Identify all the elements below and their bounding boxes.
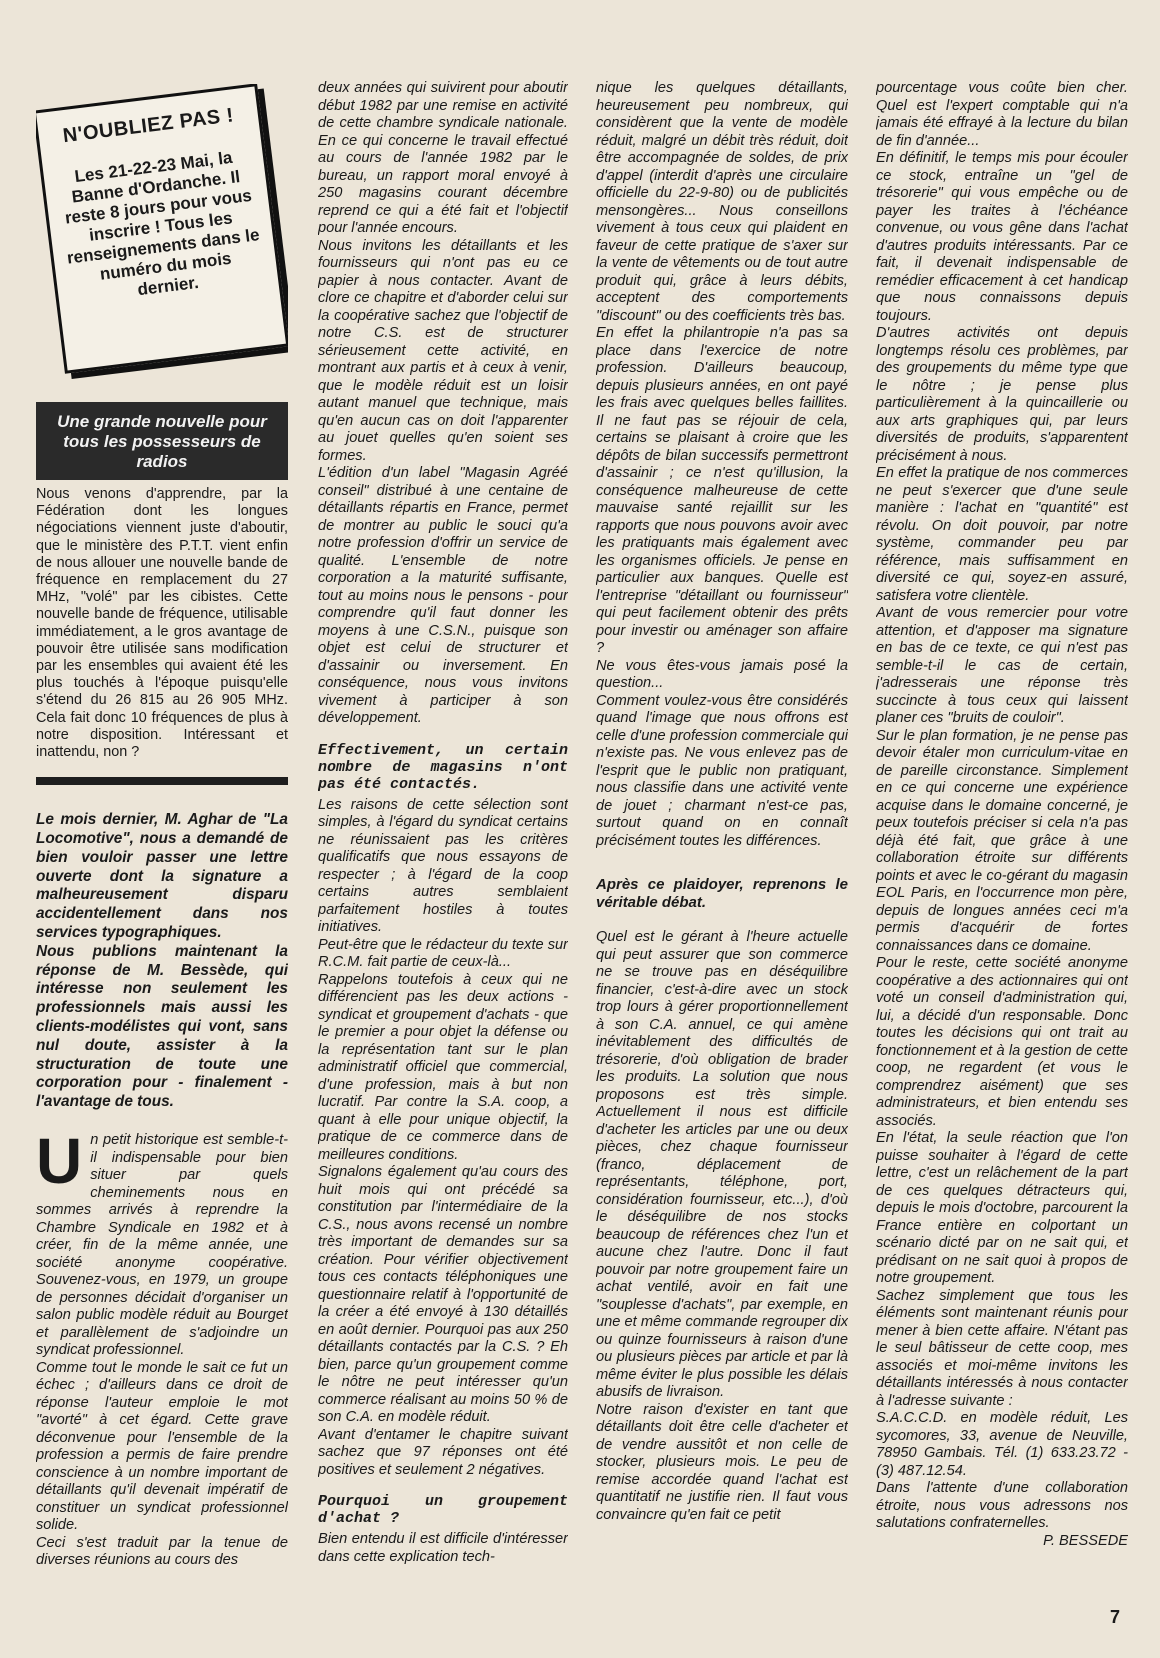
section-subhead: Après ce plaidoyer, reprenons le véritable débat. [596, 876, 848, 911]
body-paragraph: Les raisons de cette sélection sont simples, à l'égard du syndicat certains ne réunissaient pas les critères qualificatifs que nous essayons de respecter ; à l'égard de la coop certains autres semblaient parfaitement hostiles à toutes initiatives. [318, 796, 568, 935]
news-heading: Une grande nouvelle pour tous les possesseurs de radios [36, 402, 288, 480]
body-paragraph: Signalons également qu'au cours des huit mois qui ont précédé sa constitution par l'intermédiaire de la C.S., nous avons recensé un nombre très important de demandes sur sa création. Pour vérifier objectivement tous ces contacts téléphoniques une questionnaire relatif à l'opportunité de la créer a été envoyé à 130 détaillés en août dernier. Pourquoi pas aux 250 détaillants contactés par la C.S. ? Eh bien, parce qu'un groupement comme le nôtre ne peut intéresser qu'un commerce réalisant au moins 50 % de son C.A. en modèle réduit. [318, 1164, 568, 1425]
body-paragraph: Nous invitons les détaillants et les fournisseurs qui n'ont pas eu ce papier à nous contacter. Avant de clore ce chapitre et d'aborder celui sur la coopérative sachez que l'objectif de notre C.S. est de structurer sérieusement cette activité, en montrant aux partis et à ceux à venir, que le modèle réduit est un loisir autant manuel que technique, mais qu'en aucun cas on doit l'apparenter au jouet quelles qu'en soient ses formes. [318, 237, 568, 464]
body-paragraph: Avant de vous remercier pour votre attention, et d'apposer ma signature en bas de ce texte, ce qui n'est pas semble-t-il le cas de certain, j'adresserais une réponse très succincte à tous ceux qui laissent planer ces "bruits de couloir". [876, 605, 1128, 726]
body-paragraph: Avant d'entamer le chapitre suivant sachez que 97 réponses ont été positives et seulement 2 négatives. [318, 1426, 568, 1478]
body-paragraph: En l'état, la seule réaction que l'on puisse souhaiter à l'égard de cette lettre, c'est un relâchement de la part de ces quelques détracteurs qui, depuis le mois d'octobre, parcourent la France entière en colportant un scénario dicté par on ne sait qui, et prédisant on ne sait quoi à propos de notre groupement. [876, 1130, 1128, 1286]
page-number: 7 [1109, 1607, 1120, 1627]
column-3 [596, 80, 848, 1524]
drop-cap: U [36, 1125, 83, 1197]
closing-paragraph: Dans l'attente d'une collaboration étroite, nous vous adressons nos salutations confraternelles. [876, 1480, 1128, 1531]
reminder-card [36, 84, 288, 374]
reminder-notice [36, 84, 288, 384]
column-1 [36, 84, 288, 1570]
author-signature: P. BESSEDE [1043, 1532, 1128, 1549]
body-paragraph: Sur le plan formation, je ne pense pas devoir étaler mon curriculum-vitae en de pareille circonstance. Simplement en ce qui concerne une expérience acquise dans le domaine concerné, je peux toutefois préciser si cela n'a pas déjà été fait, que grâce à une collaboration étroite sur différents points et avec le co-gérant du magasin EOL Paris, en l'occurrence mon père, depuis de longues années ceci m'a permis d'acquérir de fortes connaissances dans ce domaine. [876, 727, 1128, 954]
reminder-body: Les 21-22-23 Mai, la Banne d'Ordanche. Il reste 8 jours pour vous inscrire ! Tous les renseignements dans le numéro du mois dernier. [63, 147, 261, 299]
body-paragraph: En définitif, le temps mis pour écouler ce stock, entraîne un "gel de trésorerie" qui vous empêche ou de payer les traites à l'échéance convenue, ou vous gêne dans l'achat d'autres produits intéressants. Par ce fait, il devenait indispensable de remédier efficacement à cet handicap que nous connaissons depuis toujours. [876, 150, 1128, 324]
body-paragraph: Bien entendu il est difficile d'intéresser dans cette explication tech- [318, 1531, 568, 1565]
editorial-intro [36, 811, 288, 1112]
body-paragraph: Rappelons toutefois à ceux qui ne différencient pas les deux actions - syndicat et groupement d'achats - que le premier a pour objet la défense ou la représentation tant sur le plan administratif officiel que commercial, d'une profession, mais à but non lucratif. Par contre la S.A. coop, a quant à elle pour unique objectif, la pratique de ce commerce dans de meilleures conditions. [318, 971, 568, 1163]
body-paragraph: L'édition d'un label "Magasin Agréé conseil" distribué à une centaine de détaillants répartis en France, permet de montrer au public le souci qu'a notre profession d'offrir un service de qualité. L'ensemble de notre corporation a la maturité suffisante, tout au moins nous le pensons - pour comprendre qu'il faut donner les moyens à une C.S.N., puisque son objet est celui de structurer et d'assainir ou inversement. En conséquence, nous vous invitons vivement à participer à son développement. [318, 465, 568, 726]
article-start [36, 1125, 288, 1570]
news-text: Nous venons d'apprendre, par la Fédération dont les longues négociations viennent juste d'aboutir, que le ministère des P.T.T. vient enfin de nous allouer une nouvelle bande de fréquence en remplacement du 27 MHz, "volé" par les cibistes. Cette nouvelle bande de fréquence, utilisable immédiatement, a le gros avantage de pouvoir être utilisée sans modification par les ensembles qui avaient été les plus touchés à l'époque puisqu'elle s'étend du 26 815 au 26 905 MHz. Cela fait donc 10 fréquences de plus à notre disposition. Intéressant et inattendu, non ? [36, 486, 288, 761]
body-paragraph: Ceci s'est traduit par la tenue de diverses réunions au cours des [36, 1534, 288, 1568]
body-paragraph: nique les quelques détaillants, heureusement peu nombreux, qui considèrent que la vente de modèle réduit, malgré un débit très réduit, doit être accompagnée de soldes, de prix d'appel (interdit d'après une circulaire officielle du 22-9-80) ou de publicités mensongères... Nous conseillons vivement à tous ceux qui plaident en faveur de cette pratique de s'axer sur la vente de vêtements ou de tout autre produit qui, grâce à leurs débits, acceptent des comportements "discount" ou des coefficients très bas. [596, 80, 848, 324]
column-4 [876, 80, 1128, 1550]
body-paragraph: deux années qui suivirent pour aboutir début 1982 par une remise en activité de cette chambre syndicale nationale. En ce qui concerne le travail effectué au cours de l'année 1982 par le bureau, un rapport moral envoyé à 250 magasins courant décembre reprend ce qui a été fait et l'objectif pour l'année encours. [318, 80, 568, 236]
body-paragraph: pourcentage vous coûte bien cher. Quel est l'expert comptable qui n'a jamais été effrayé à la lecture du bilan de fin d'année... [876, 80, 1128, 149]
body-paragraph: En effet la philantropie n'a pas sa place dans l'exercice de notre profession. D'ailleurs beaucoup, depuis plusieurs années, en ont payé les frais avec quelques belles faillites. Il ne faut pas se réjouir de cela, certains se plaisant à croire que les dépôts de bilan successifs permettront d'assainir ; ce n'est qu'illusion, la conséquence malheureuse de cette mauvaise santé rejaillit sur les rapports que nous pouvons avoir avec les pratiquants mais également avec les organismes officiels. Je pense en particulier aux banques. Quelle est l'entreprise "détaillant ou fournisseur" qui peut facilement obtenir des prêts pour investir ou aménager son affaire ? [596, 325, 848, 656]
intro-paragraph: Nous publions maintenant la réponse de M. Bessède, qui intéresse non seulement les professionnels mais aussi les clients-modélistes qui vont, sans nul doute, assister à la structuration de toute une corporation pour - finalement - l'avantage de tous. [36, 942, 288, 1111]
body-paragraph: D'autres activités ont depuis longtemps résolu ces problèmes, par des groupements du même type que le nôtre ; je pense plus particulièrement à la quincaillerie ou aux arts graphiques qui, par leurs diversités de produits, s'apparentent précisément à nous. [876, 325, 1128, 464]
intro-paragraph: Le mois dernier, M. Aghar de "La Locomotive", nous a demandé de bien vouloir passer une lettre ouverte dont la signature a malheureusement disparu accidentellement dans nos services typographiques. [36, 811, 288, 942]
column-2 [318, 80, 568, 1566]
section-divider [36, 777, 288, 785]
body-paragraph: Sachez simplement que tous les éléments sont maintenant réunis pour mener à bien cette affaire. N'étant pas le seul bâtisseur de cette coop, mes associés et moi-même invitons les détaillants intéressés à nous contacter à l'adresse suivante : [876, 1287, 1128, 1409]
address-paragraph: S.A.C.C.D. en modèle réduit, Les sycomores, 33, avenue de Neuville, 78950 Gambais. Tél. (1) 633.23.72 - (3) 487.12.54. [876, 1410, 1128, 1479]
body-paragraph: Ne vous êtes-vous jamais posé la question... [596, 657, 848, 691]
body-paragraph: Peut-être que le rédacteur du texte sur R.C.M. fait partie de ceux-là... [318, 936, 568, 970]
body-paragraph: Comment voulez-vous être considérés quand l'image que nous offrons est celle d'une profession commerciale qui n'existe pas. Ne vous enlevez pas de l'esprit que le public non pratiquant, nous classifie dans une activité vente de jouet ; charmant n'est-ce pas, surtout quand on en connaît précisément toutes les différences. [596, 692, 848, 849]
body-paragraph: n petit historique est semble-t-il indispensable pour bien situer par quels cheminements nous en sommes arrivés à reprendre la Chambre Syndicale en 1982 et à créer, fin de la même année, une société anonyme coopérative. Souvenez-vous, en 1979, un groupe de personnes décidait d'organiser un salon public modèle réduit au Bourget et parallèlement de s'adjoindre un syndicat professionnel. [36, 1132, 288, 1358]
body-paragraph: Comme tout le monde le sait ce fut un échec ; d'ailleurs dans ce droit de réponse l'auteur emploie le mot "avorté" à cet égard. Cette grave déconvenue pour l'ensemble de la profession a permis de faire prendre conscience à un nombre important de détaillants qu'il devenait impératif de constituer un syndicat professionnel solide. [36, 1359, 288, 1533]
reminder-title: N'OUBLIEZ PAS ! [61, 104, 236, 148]
section-subhead: Pourquoi un groupement d'achat ? [318, 1493, 568, 1527]
body-paragraph: En effet la pratique de nos commerces ne peut s'exercer que d'une seule manière : l'achat en "quantité" est révolu. On doit pouvoir, par notre système, commander peu par référence, mais suffisamment en diversité ce qui, soyez-en assuré, satisfera votre clientèle. [876, 465, 1128, 604]
body-paragraph: Pour le reste, cette société anonyme coopérative a des actionnaires qui ont voté un conseil d'administration qui, lui, a décidé d'un responsable. Donc toutes les décisions qui ont trait au fonctionnement et à la gestion de cette coop, ne regardent (et vous le comprendrez aisément) que ses administrateurs, et bien entendu ses associés. [876, 955, 1128, 1129]
body-paragraph: Quel est le gérant à l'heure actuelle qui peut assurer que son commerce ne se trouve pas en déséquilibre financier, c'est-à-dire avec un stock trop lours à gérer proportionnellement à son C.A. annuel, ce qui amène inévitablement des difficultés de trésorerie, d'où obligation de brader les produits. La solution que nous proposons est très simple. Actuellement il nous est difficile d'acheter les articles par une ou deux pièces, chez chaque fournisseur (franco, déplacement de représentants, téléphone, port, considération fournisseur, etc...), d'où le déséquilibre de nos stocks beaucoup de références chez l'un et aucune chez l'autre. Donc il faut pouvoir par notre groupement faire un achat ventilé, avoir en fait une "souplesse d'achats", par exemple, en une et même commande regrouper dix ou quinze fournisseurs à raison d'une ou plusieurs pièces par article et par là même éviter le plus possible les délais abusifs de livraison. [596, 929, 848, 1400]
body-paragraph: Notre raison d'exister en tant que détaillants doit être celle d'acheter et de vendre aussitôt et non celle de stocker, plusieurs mois. Le peu de remise accordée quand l'achat est quantitatif ne justifie rien. Il faut vous convaincre qu'en fait ce petit [596, 1401, 848, 1523]
section-subhead: Effectivement, un certain nombre de magasins n'ont pas été contactés. [318, 741, 568, 793]
